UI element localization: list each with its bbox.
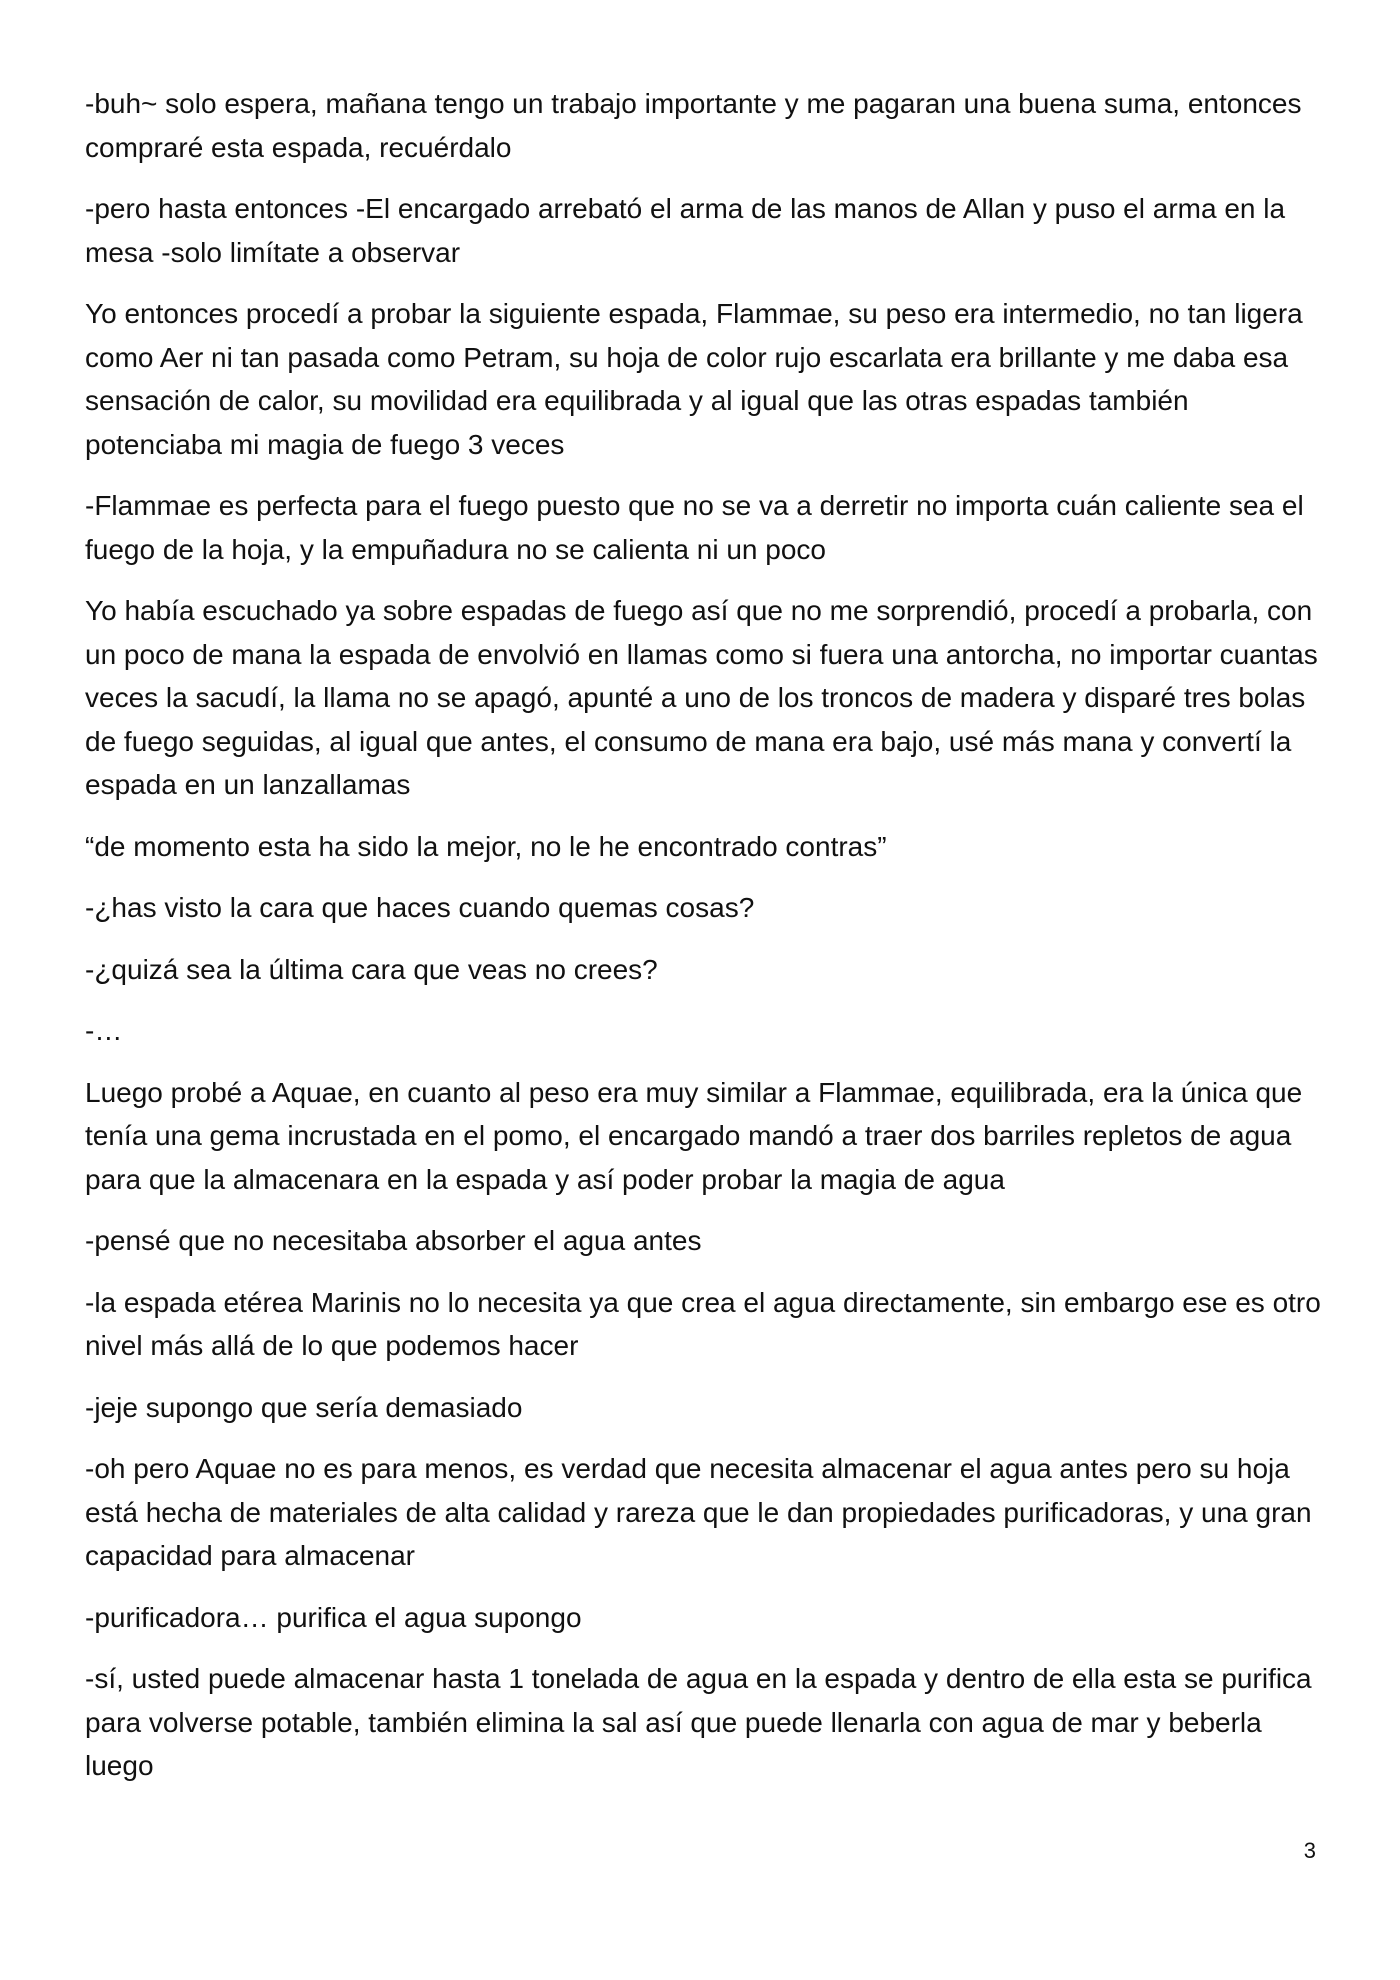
paragraph-15: -purificadora… purifica el agua supongo: [85, 1601, 582, 1633]
paragraph-4: -Flammae es perfecta para el fuego puesto que no se va a derretir no importa cuán caliente sea el fuego de la hoja, y la empuñadura no se calienta ni un poco: [85, 490, 1304, 565]
paragraph-1: -buh~ solo espera, mañana tengo un trabajo importante y me pagaran una buena suma, entonces compraré esta espada, recuérdalo: [85, 88, 1302, 163]
paragraph-9: -…: [85, 1015, 123, 1046]
text-body: [85, 82, 1325, 1806]
paragraph-7: -¿has visto la cara que haces cuando quemas cosas?: [85, 892, 755, 923]
paragraph-8: -¿quizá sea la última cara que veas no crees?: [85, 953, 658, 985]
paragraph-2: -pero hasta entonces -El encargado arrebató el arma de las manos de Allan y puso el arma en la mesa -solo limítate a observar: [85, 193, 1286, 268]
paragraph-3: Yo entonces procedí a probar la siguiente espada, Flammae, su peso era intermedio, no tan ligera como Aer ni tan pasada como Petram, su hoja de color rujo escarlata era brillante y me daba esa sensación de calor, su movilidad era equilibrada y al igual que las otras espadas también potenciaba mi magia de fuego 3 veces: [85, 298, 1303, 460]
paragraph-16: -sí, usted puede almacenar hasta 1 tonelada de agua en la espada y dentro de ella esta se purifica para volverse potable, también elimina la sal así que puede llenarla con agua de mar y beberla luego: [85, 1663, 1312, 1781]
paragraph-13: -jeje supongo que sería demasiado: [85, 1391, 523, 1423]
paragraph-12: -la espada etérea Marinis no lo necesita ya que crea el agua directamente, sin embargo ese es otro nivel más allá de lo que podemos hacer: [85, 1286, 1321, 1361]
paragraph-14: -oh pero Aquae no es para menos, es verdad que necesita almacenar el agua antes pero su hoja está hecha de materiales de alta calidad y rareza que le dan propiedades purificadoras, y una gran capacidad para almacenar: [85, 1453, 1312, 1571]
page-number: 3: [1303, 1838, 1316, 1863]
paragraph-6: “de momento esta ha sido la mejor, no le he encontrado contras”: [85, 830, 887, 862]
paragraph-11: -pensé que no necesitaba absorber el agua antes: [85, 1225, 702, 1256]
paragraph-5: Yo había escuchado ya sobre espadas de fuego así que no me sorprendió, procedí a probarla, con un poco de mana la espada de envolvió en llamas como si fuera una antorcha, no importar cuantas veces la sacudí, la llama no se apagó, apunté a uno de los troncos de madera y disparé tres bolas de fuego seguidas, al igual que antes, el consumo de mana era bajo, usé más mana y convertí la espada en un lanzallamas: [85, 595, 1318, 800]
paragraph-10: Luego probé a Aquae, en cuanto al peso era muy similar a Flammae, equilibrada, era la única que tenía una gema incrustada en el pomo, el encargado mandó a traer dos barriles repletos de agua para que la almacenara en la espada y así poder probar la magia de agua: [85, 1076, 1303, 1195]
